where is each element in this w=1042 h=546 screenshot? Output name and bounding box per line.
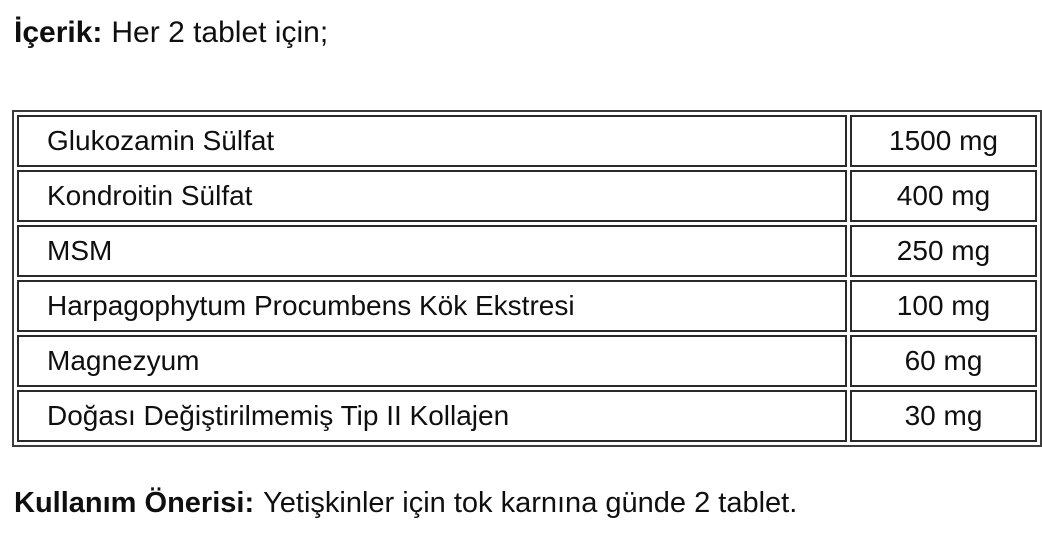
ingredient-name-cell: Kondroitin Sülfat (17, 170, 847, 222)
ingredients-table (12, 110, 1042, 447)
usage-recommendation-label: Kullanım Önerisi: (14, 487, 255, 519)
table-row (17, 170, 1037, 222)
table-row (17, 335, 1037, 387)
ingredient-name-cell: Magnezyum (17, 335, 847, 387)
ingredient-amount-cell: 30 mg (850, 390, 1037, 442)
ingredient-name-cell: MSM (17, 225, 847, 277)
ingredient-amount-cell: 250 mg (850, 225, 1037, 277)
ingredient-amount-cell: 1500 mg (850, 115, 1037, 167)
contents-heading (14, 13, 328, 53)
usage-recommendation (14, 484, 797, 522)
table-row (17, 225, 1037, 277)
usage-recommendation-text: Yetişkinler için tok karnına günde 2 tablet. (263, 487, 798, 519)
ingredient-amount-cell: 60 mg (850, 335, 1037, 387)
ingredient-amount-cell: 400 mg (850, 170, 1037, 222)
table-row (17, 280, 1037, 332)
contents-heading-text: Her 2 tablet için; (111, 16, 329, 49)
ingredient-name-cell: Doğası Değiştirilmemiş Tip II Kollajen (17, 390, 847, 442)
ingredient-name-cell: Harpagophytum Procumbens Kök Ekstresi (17, 280, 847, 332)
table-row (17, 115, 1037, 167)
ingredients-table-body (17, 115, 1037, 442)
ingredient-amount-cell: 100 mg (850, 280, 1037, 332)
contents-heading-label: İçerik: (14, 16, 103, 49)
table-row (17, 390, 1037, 442)
ingredient-name-cell: Glukozamin Sülfat (17, 115, 847, 167)
